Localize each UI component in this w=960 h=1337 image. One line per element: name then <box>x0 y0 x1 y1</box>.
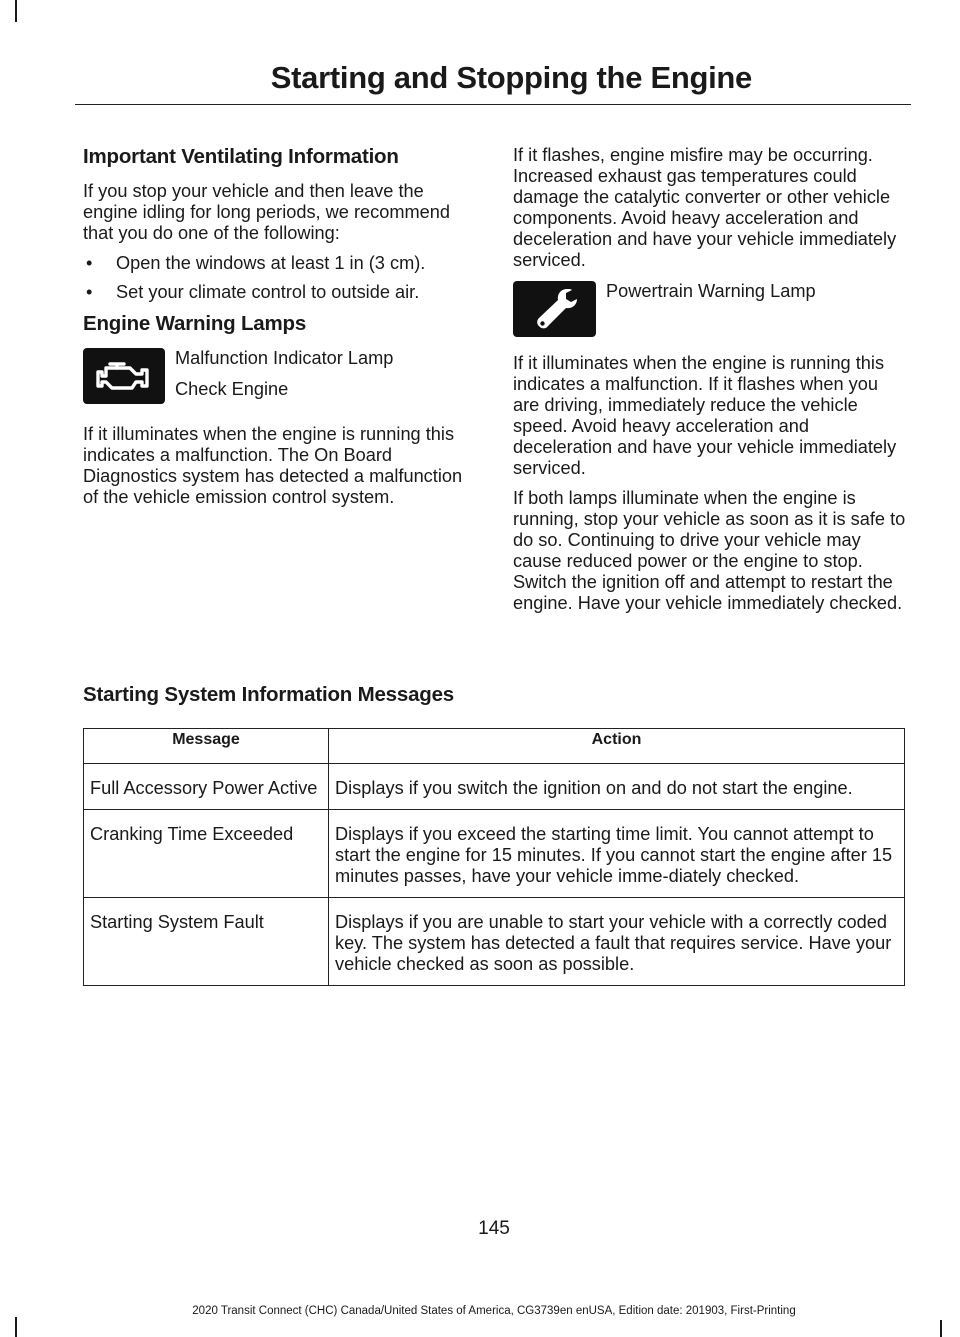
malfunction-lamp-labels <box>175 348 393 410</box>
messages-heading: Starting System Information Messages <box>83 683 455 706</box>
table-row <box>84 898 905 986</box>
lamp-alt-name: Check Engine <box>175 379 289 399</box>
list-item-text: Set your climate control to outside air. <box>116 282 420 302</box>
lamp-name: Powertrain Warning Lamp <box>606 281 816 301</box>
warning-lamps-heading: Engine Warning Lamps <box>83 312 307 335</box>
page-number: 145 <box>478 1218 510 1239</box>
powertrain-lamp-labels <box>606 281 816 312</box>
footer-edition-info: 2020 Transit Connect (CHC) Canada/United States of America, CG3739en enUSA, Edition date: 201903, First-Printing <box>192 1305 796 1317</box>
messages-table <box>83 728 905 986</box>
action-cell: Displays if you switch the ignition on and do not start the engine. <box>329 764 905 810</box>
bullet-marker: • <box>86 282 93 302</box>
table-row <box>84 764 905 810</box>
action-cell: Displays if you are unable to start your vehicle with a correctly coded key. The system has detected a fault that requires service. Have your vehicle checked as soon as possible. <box>329 898 905 986</box>
crop-mark-bottom-right <box>940 1320 942 1337</box>
misfire-paragraph: If it flashes, engine misfire may be occurring. Increased exhaust gas temperatures could damage the catalytic converter or other vehicle components. Avoid heavy acceleration and deceleration and have your vehicle immediately serviced. <box>513 145 897 270</box>
crop-mark-bottom-left <box>15 1317 17 1337</box>
table-row <box>84 810 905 898</box>
table-header-row <box>84 729 905 764</box>
left-column <box>83 145 477 517</box>
malfunction-lamp-block <box>83 348 477 410</box>
message-cell: Full Accessory Power Active <box>84 764 329 810</box>
list-item <box>83 282 477 303</box>
column-header-message: Message <box>84 729 329 764</box>
title-divider <box>75 104 911 105</box>
ventilating-list <box>83 253 477 303</box>
powertrain-lamp-description: If it illuminates when the engine is running this indicates a malfunction. If it flashes when you are driving, immediately reduce the vehicle speed. Avoid heavy acceleration and deceleration and have your vehicle immediately serviced. <box>513 353 897 478</box>
message-cell: Cranking Time Exceeded <box>84 810 329 898</box>
list-item <box>83 253 477 274</box>
action-cell: Displays if you exceed the starting time limit. You cannot attempt to start the engine for 15 minutes. If you cannot start the engine after 15 minutes passes, have your vehicle imme-diately checked. <box>329 810 905 898</box>
right-column <box>513 145 907 623</box>
page-title: Starting and Stopping the Engine <box>270 60 752 95</box>
lamp-name: Malfunction Indicator Lamp <box>175 348 394 368</box>
ventilating-intro: If you stop your vehicle and then leave the engine idling for long periods, we recommend that you do one of the following: <box>83 181 450 243</box>
crop-mark-top-left <box>15 0 17 22</box>
wrench-icon <box>513 281 596 337</box>
malfunction-lamp-description: If it illuminates when the engine is running this indicates a malfunction. The On Board Diagnostics system has detected a malfunction of the vehicle emission control system. <box>83 424 463 507</box>
list-item-text: Open the windows at least 1 in (3 cm). <box>116 253 426 273</box>
check-engine-icon <box>83 348 165 404</box>
both-lamps-paragraph: If both lamps illuminate when the engine is running, stop your vehicle as soon as it is safe to do so. Continuing to drive your vehicle may cause reduced power or the engine to stop. Switch the ignition off and attempt to restart the engine. Have your vehicle immediately checked. <box>513 488 906 613</box>
bullet-marker: • <box>86 253 93 273</box>
powertrain-lamp-block <box>513 281 907 337</box>
ventilating-heading: Important Ventilating Information <box>83 145 399 168</box>
message-cell: Starting System Fault <box>84 898 329 986</box>
column-header-action: Action <box>329 729 905 764</box>
